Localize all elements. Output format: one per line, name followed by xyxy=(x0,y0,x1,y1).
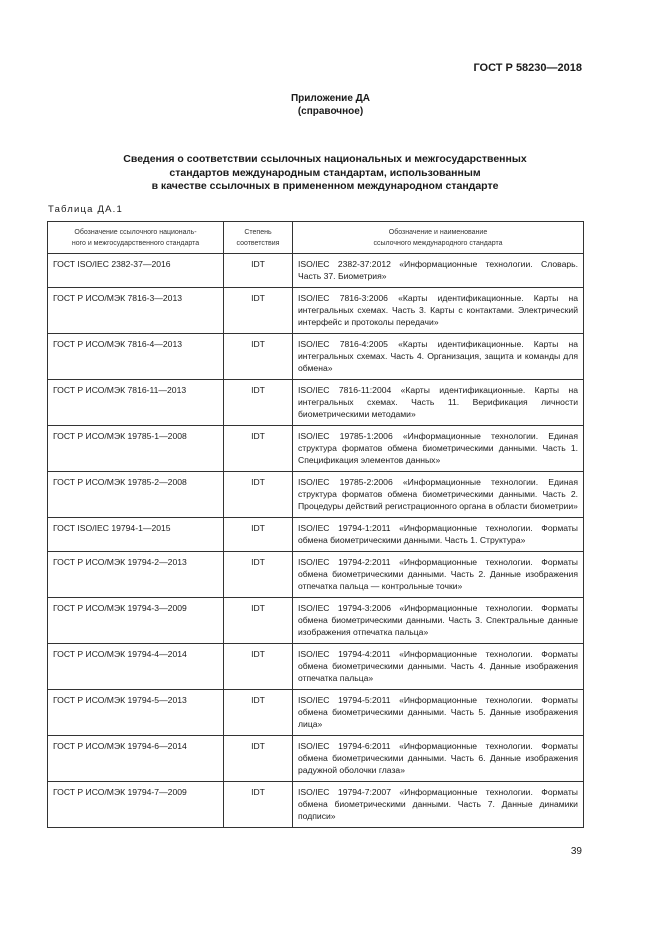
cell-international-standard: ISO/IEC 2382-37:2012 «Информационные технологии. Словарь. Часть 37. Биометрия» xyxy=(293,254,584,288)
appendix-subtitle: (справочное) xyxy=(297,106,364,117)
table-row xyxy=(48,472,584,518)
cell-national-standard: ГОСТ Р ИСО/МЭК 19794-4—2014 xyxy=(48,644,224,690)
cell-degree: IDT xyxy=(224,472,293,518)
document-code: ГОСТ Р 58230—2018 xyxy=(473,62,582,74)
cell-degree: IDT xyxy=(224,254,293,288)
cell-degree: IDT xyxy=(224,518,293,552)
cell-degree: IDT xyxy=(224,334,293,380)
cell-international-standard: ISO/IEC 19794-7:2007 «Информационные технологии. Форматы обмена биометрическими данными. Часть 7. Данные динамики подписи» xyxy=(293,782,584,828)
cell-international-standard: ISO/IEC 19785-2:2006 «Информационные технологии. Единая структура форматов обмена биометрическими данными. Часть 2. Процедуры действий регистрационного органа в области биометрии» xyxy=(293,472,584,518)
cell-international-standard: ISO/IEC 19794-4:2011 «Информационные технологии. Форматы обмена биометрическими данными. Часть 4. Данные изображения отпечатка пальца» xyxy=(293,644,584,690)
cell-national-standard: ГОСТ Р ИСО/МЭК 19794-5—2013 xyxy=(48,690,224,736)
table-row xyxy=(48,644,584,690)
table-row xyxy=(48,782,584,828)
cell-degree: IDT xyxy=(224,288,293,334)
cell-national-standard: ГОСТ Р ИСО/МЭК 7816-4—2013 xyxy=(48,334,224,380)
cell-international-standard: ISO/IEC 19794-6:2011 «Информационные технологии. Форматы обмена биометрическими данными. Часть 6. Данные изображения радужной оболочки глаза» xyxy=(293,736,584,782)
table-row xyxy=(48,334,584,380)
cell-degree: IDT xyxy=(224,644,293,690)
cell-national-standard: ГОСТ Р ИСО/МЭК 19785-1—2008 xyxy=(48,426,224,472)
cell-national-standard: ГОСТ Р ИСО/МЭК 19794-2—2013 xyxy=(48,552,224,598)
cell-international-standard: ISO/IEC 19794-2:2011 «Информационные технологии. Форматы обмена биометрическими данными. Часть 2. Данные изображения отпечатка пальца — контрольные точки» xyxy=(293,552,584,598)
table-body xyxy=(48,254,584,828)
table-row xyxy=(48,254,584,288)
table-row xyxy=(48,736,584,782)
section-title-line: в качестве ссылочных в примененном международном стандарте xyxy=(151,180,499,192)
cell-international-standard: ISO/IEC 7816-3:2006 «Карты идентификационные. Карты на интегральных схемах. Часть 3. Карты с контактами. Электрический интерфейс и протоколы передачи» xyxy=(293,288,584,334)
table-row xyxy=(48,518,584,552)
appendix-title: Приложение ДА xyxy=(290,93,371,104)
table-row xyxy=(48,380,584,426)
correspondence-table xyxy=(47,221,584,828)
cell-international-standard: ISO/IEC 7816-11:2004 «Карты идентификационные. Карты на интегральных схемах. Часть 11. Верификация личности биометрическими методами» xyxy=(293,380,584,426)
cell-international-standard: ISO/IEC 19794-5:2011 «Информационные технологии. Форматы обмена биометрическими данными. Часть 5. Данные изображения лица» xyxy=(293,690,584,736)
header-international-standard: Обозначение и наименование ссылочного международного стандарта xyxy=(293,222,584,254)
cell-national-standard: ГОСТ Р ИСО/МЭК 19794-7—2009 xyxy=(48,782,224,828)
section-title-line: Сведения о соответствии ссылочных национальных и межгосударственных xyxy=(123,153,527,165)
cell-national-standard: ГОСТ ISO/IEC 19794-1—2015 xyxy=(48,518,224,552)
table-caption: Таблица ДА.1 xyxy=(48,204,123,215)
cell-national-standard: ГОСТ Р ИСО/МЭК 19785-2—2008 xyxy=(48,472,224,518)
cell-degree: IDT xyxy=(224,380,293,426)
table-row xyxy=(48,690,584,736)
header-degree: Степень соответствия xyxy=(224,222,293,254)
table-header-row xyxy=(48,222,584,254)
cell-international-standard: ISO/IEC 19794-3:2006 «Информационные технологии. Форматы обмена биометрическими данными. Часть 3. Спектральные данные изображения отпечатка пальца» xyxy=(293,598,584,644)
cell-degree: IDT xyxy=(224,690,293,736)
cell-degree: IDT xyxy=(224,426,293,472)
cell-degree: IDT xyxy=(224,552,293,598)
cell-international-standard: ISO/IEC 19794-1:2011 «Информационные технологии. Форматы обмена биометрическими данными. Часть 1. Структура» xyxy=(293,518,584,552)
table-row xyxy=(48,598,584,644)
table-row xyxy=(48,552,584,598)
cell-international-standard: ISO/IEC 19785-1:2006 «Информационные технологии. Единая структура форматов обмена биометрическими данными. Часть 1. Спецификация элементов данных» xyxy=(293,426,584,472)
table-row xyxy=(48,288,584,334)
cell-degree: IDT xyxy=(224,782,293,828)
cell-international-standard: ISO/IEC 7816-4:2005 «Карты идентификационные. Карты на интегральных схемах. Часть 4. Организация, защита и команды для обмена» xyxy=(293,334,584,380)
cell-national-standard: ГОСТ Р ИСО/МЭК 19794-3—2009 xyxy=(48,598,224,644)
header-national-standard: Обозначение ссылочного националь- ного и межгосударственного стандарта xyxy=(48,222,224,254)
cell-degree: IDT xyxy=(224,736,293,782)
cell-national-standard: ГОСТ Р ИСО/МЭК 7816-11—2013 xyxy=(48,380,224,426)
appendix-heading xyxy=(0,92,661,118)
cell-degree: IDT xyxy=(224,598,293,644)
section-title-line: стандартов международным стандартам, использованным xyxy=(169,166,481,179)
cell-national-standard: ГОСТ Р ИСО/МЭК 7816-3—2013 xyxy=(48,288,224,334)
table-row xyxy=(48,426,584,472)
section-title xyxy=(60,153,590,194)
cell-national-standard: ГОСТ ISO/IEC 2382-37—2016 xyxy=(48,254,224,288)
cell-national-standard: ГОСТ Р ИСО/МЭК 19794-6—2014 xyxy=(48,736,224,782)
page-number: 39 xyxy=(570,846,582,857)
